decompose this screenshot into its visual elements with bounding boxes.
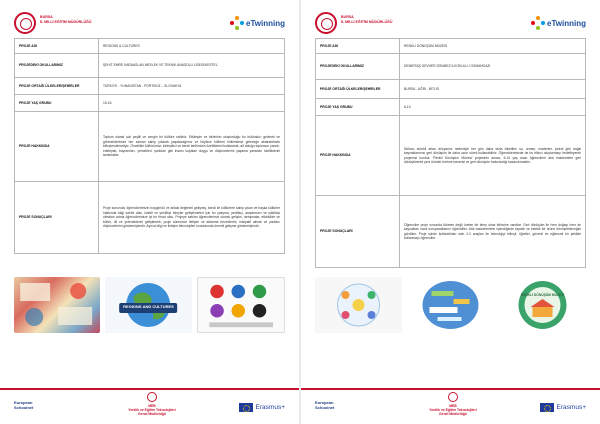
eu-flag-icon xyxy=(540,403,554,412)
row-key: PROJEDEKİ OKULLARIMIZ xyxy=(15,54,99,78)
es-line-3: net xyxy=(27,405,34,410)
meb-line-2: İL MİLLİ EĞİTİM MÜDÜRLÜĞÜ xyxy=(40,19,92,24)
table-row xyxy=(15,112,285,182)
meb-logo-icon xyxy=(315,12,337,34)
es-line-1: European xyxy=(14,400,33,405)
etwinning-logo xyxy=(230,14,285,32)
erasmus-wordmark: Erasmus+ xyxy=(556,404,586,411)
meb-header-text xyxy=(341,15,431,24)
project-photos xyxy=(315,277,586,333)
row-value: ŞEHİT EMRE KARAASLAN MESLEK VE TEKNİK ANADOLU LİSESİ/KESTEL xyxy=(99,54,285,78)
erasmus-logo xyxy=(239,403,285,412)
meb-footer-l3: Genel Müdürlüğü xyxy=(439,412,467,416)
row-key: PROJE ADI xyxy=(316,39,400,54)
es-line-1: European xyxy=(315,400,334,405)
table-row xyxy=(316,54,586,80)
meb-footer-l2: Yenilik ve Eğitim Teknolojileri xyxy=(429,408,477,412)
right-page xyxy=(301,0,600,424)
table-row xyxy=(316,196,586,268)
footer-divider xyxy=(0,388,299,390)
table-row xyxy=(15,78,285,95)
row-value: TÜRKİYE - YUNANİSTAN - PORTEKİZ – SLOVAKYA xyxy=(99,78,285,95)
row-key: PROJE ORTAĞI ÜLKELER/ŞEHİRLER xyxy=(15,78,99,95)
meb-footer-icon xyxy=(147,392,157,402)
eu-flag-icon xyxy=(239,403,253,412)
es-line-3: net xyxy=(328,405,335,410)
es-line-2: School xyxy=(315,405,329,410)
row-key: PROJE YAŞ GRUBU xyxy=(15,95,99,112)
meb-footer-l3: Genel Müdürlüğü xyxy=(138,412,166,416)
project-table xyxy=(315,38,586,268)
table-row xyxy=(15,95,285,112)
row-key: PROJE ADI xyxy=(15,39,99,54)
etwinning-logo xyxy=(531,14,586,32)
recycled-art xyxy=(315,277,402,333)
row-value: Proje sonunda; öğrencilerimizin hoşgörülü ve ahlaki değerleri gelişmiş, kendi ile kültürlere sahip çıkan ve başka kültürler hakkında bilgi sahibi olan, istekli ve yenilikçi bireyler geliştirmeleri için bu çalışma, yenilikçi, araştırmacı ve işbirlikçi olmaları adına öğrencilerimize iyi bir fırsat oldu. Projeye katılan öğrencilerimiz olumlu gelişim, tartışmalar, etkinlikler ve kültür, dil ve yeteneklerini geliştirmek, proje süresince iletişim ve aktarma becerilerini, inisiyatif almak ve yaratıcı düşüncelerini göstermişlerdir. Ayrıca bilgi ve iletişim teknolojileri konularında önemli gelişme göstermişlerdir. xyxy=(99,182,285,254)
row-value: BURSA - AĞRI - BİTLİS xyxy=(400,80,586,99)
row-key: PROJE SONUÇLARI xyxy=(316,196,400,268)
collage-photo xyxy=(14,277,100,333)
row-key: PROJEDEKİ OKULLARIMIZ xyxy=(316,54,400,80)
meb-footer-l2: Yenilik ve Eğitim Teknolojileri xyxy=(128,408,176,412)
word-cloud-photo xyxy=(407,277,494,333)
table-row xyxy=(316,99,586,116)
row-key: PROJE HAKKINDA xyxy=(316,116,400,196)
meb-footer-logo xyxy=(413,392,493,416)
footer-divider xyxy=(301,388,600,390)
row-value: 15-18 xyxy=(99,95,285,112)
page-footer xyxy=(0,388,299,424)
page-header xyxy=(0,10,299,38)
meb-logo-icon xyxy=(14,12,36,34)
es-line-2: School xyxy=(14,405,28,410)
meb-header-text xyxy=(40,15,130,24)
row-key: PROJE HAKKINDA xyxy=(15,112,99,182)
etwinning-wordmark: eTwinning xyxy=(547,18,586,28)
partner-logos-photo xyxy=(197,277,285,333)
museum-logo-art xyxy=(499,277,586,333)
table-row xyxy=(316,39,586,54)
meb-footer-icon xyxy=(448,392,458,402)
table-row xyxy=(15,54,285,78)
row-value: REGIONS & CULTURES xyxy=(99,39,285,54)
page-header xyxy=(301,10,600,38)
left-page xyxy=(0,0,299,424)
museum-caption: RENKLİ DÖNÜŞÜM MÜZESİ xyxy=(520,293,565,297)
table-row xyxy=(15,182,285,254)
regions-cultures-logo xyxy=(105,277,191,333)
page-footer xyxy=(301,388,600,424)
museum-logo-photo xyxy=(499,277,586,333)
row-key: PROJE ORTAĞI ÜLKELER/ŞEHİRLER xyxy=(316,80,400,99)
row-key: PROJE SONUÇLARI xyxy=(15,182,99,254)
meb-footer-logo xyxy=(112,392,192,416)
row-value: Nüfusu sürekli artan dünyamız nedeniyle her gün daha fazla tüketilen su, orman, madenler, petrol gibi doğal kaynaklarımızı geri dönüşüm ile daha uzun süreli kullanabiliriz. Öğrencilerimizde de bu bilinci oluşturmayı hedefleyerek projemizi kurduk. 'Renkli Dönüşüm Müzesi' projesinin amacı, 6-10 yaş arası öğrencilere atık malzemeler geri dönüştürerek yeni ürünler üretme becerisi ve geri dönüşüm farkındalığı kazandırmaktır. xyxy=(400,116,586,196)
european-schoolnet-logo xyxy=(315,400,334,410)
etwinning-star-icon xyxy=(531,16,545,30)
table-row xyxy=(316,80,586,99)
row-value: Toplum olarak çok çeşitli ve zengin bir kültüre sahibiz. Etkileşim ve birbirinin oluşturduğu bu bütünsüz; gelenek ve göreneklerimize her zaman sahip çıkarak yaşatacağımız ve böylece kültürel birikimimizi geleceğe aktarabilmek bilinçlendirmeliyiz. Öncelikle kültürümüz, birleştirici ve kendi tarihimizin özelliklerini kullanarak, ait olduğu toplumun yanıdı, edebiyatı, bayramları, yemekleri, şarkıları gibi insanı kuşatan duygu ve düşüncelerini yaşama yansıtan özelliklerini tanıtmaktır. xyxy=(99,112,285,182)
table-row xyxy=(316,116,586,196)
project-photos xyxy=(14,277,285,333)
word-cloud-art xyxy=(407,277,494,333)
project-table xyxy=(14,38,285,254)
etwinning-star-icon xyxy=(230,16,244,30)
meb-line-1: BURSA xyxy=(40,15,53,19)
european-schoolnet-logo xyxy=(14,400,33,410)
erasmus-logo xyxy=(540,403,586,412)
row-value: 6-10 xyxy=(400,99,586,116)
row-value: RENKLİ DÖNÜŞÜM MÜZESİ xyxy=(400,39,586,54)
row-value: Öğrenciler proje sonunda tüketen değil üreten bir birey olma bilincine vardılar. Geri dönüşüm ile hem doğayı hem de kaynakları nasıl koruyacaklarını öğrendiler. Atık malzemelerin işlendiğinde faydalı ve estetik bir ürüne dönüşebileceğini gördüler. Proje içinde kullandıkları web 2.0 araçları ile teknolojiyi bilinçli, öğretici, güvenli ve eğlenceli bir şekilde kullanmayı öğrenciler. xyxy=(400,196,586,268)
meb-line-2: İL MİLLİ EĞİTİM MÜDÜRLÜĞÜ xyxy=(341,19,393,24)
meb-footer-l1: MEB xyxy=(148,404,156,408)
recycled-art-photo xyxy=(315,277,402,333)
logo-caption: REGIONS AND CULTURES xyxy=(123,304,174,309)
partner-logos-art xyxy=(198,278,284,332)
meb-line-1: BURSA xyxy=(341,15,354,19)
erasmus-wordmark: Erasmus+ xyxy=(255,404,285,411)
etwinning-wordmark: eTwinning xyxy=(246,18,285,28)
collage-art xyxy=(14,277,100,333)
meb-footer-l1: MEB xyxy=(449,404,457,408)
row-value: DEMİRTAŞ GEVHER SÖNMEZ İLKOKULU / OSMANGAZİ xyxy=(400,54,586,80)
row-key: PROJE YAŞ GRUBU xyxy=(316,99,400,116)
table-row xyxy=(15,39,285,54)
